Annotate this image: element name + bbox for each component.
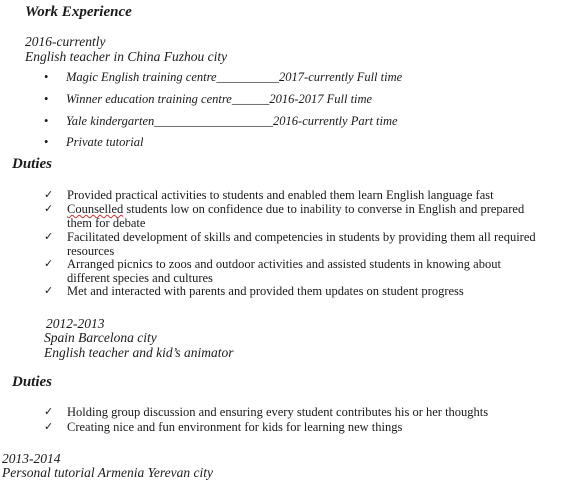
job3-period: 2013-2014 — [2, 451, 61, 466]
job1-item-text: Yale kindergarten___________________2016-currently Part time — [66, 114, 398, 128]
check-icon: ✓ — [44, 284, 54, 297]
duty-text: Holding group discussion and ensuring every student contributes his or her thoughts — [67, 405, 489, 419]
check-icon: ✓ — [44, 405, 54, 418]
check-icon: ✓ — [44, 188, 54, 201]
job1-title: English teacher in China Fuzhou city — [25, 49, 228, 64]
job2-location: Spain Barcelona city — [44, 330, 157, 345]
work-experience-heading: Work Experience — [25, 4, 132, 20]
spellcheck-word: Counselled — [67, 202, 124, 216]
job3-title: Personal tutorial Armenia Yerevan city — [2, 465, 213, 480]
check-icon: ✓ — [44, 257, 54, 270]
duty-text: Creating nice and fun environment for kids for learning new things — [67, 420, 403, 434]
job2-period: 2012-2013 — [46, 316, 105, 331]
check-icon: ✓ — [44, 230, 54, 243]
job2-title: English teacher and kid’s animator — [44, 345, 234, 360]
duty-text: Provided practical activities to students and enabled them learn English language fast — [67, 188, 494, 202]
job1-period: 2016-currently — [25, 34, 106, 49]
job1-item-text: Magic English training centre__________2017-currently Full time — [66, 70, 403, 84]
duty-text: Met and interacted with parents and provided them updates on student progress — [67, 284, 464, 298]
check-icon: ✓ — [44, 420, 54, 433]
duty-text-rest: students low on confidence due to inability to converse in English and prepared them for debate — [67, 202, 525, 230]
duty-text: Arranged picnics to zoos and outdoor activities and assisted students in knowing about different species and cultures — [67, 257, 501, 285]
duties-heading: Duties — [12, 156, 53, 172]
duties-heading: Duties — [12, 374, 53, 390]
job1-item-text: Winner education training centre______2016-2017 Full time — [66, 92, 373, 106]
bullet-icon: • — [44, 135, 49, 149]
job1-item-text: Private tutorial — [66, 135, 144, 149]
bullet-icon: • — [44, 92, 49, 106]
duty-text — [67, 202, 537, 230]
check-icon: ✓ — [44, 202, 54, 215]
bullet-icon: • — [44, 70, 49, 84]
bullet-icon: • — [44, 114, 49, 128]
duty-text: Facilitated development of skills and competencies in students by providing them all required resources — [67, 230, 536, 258]
